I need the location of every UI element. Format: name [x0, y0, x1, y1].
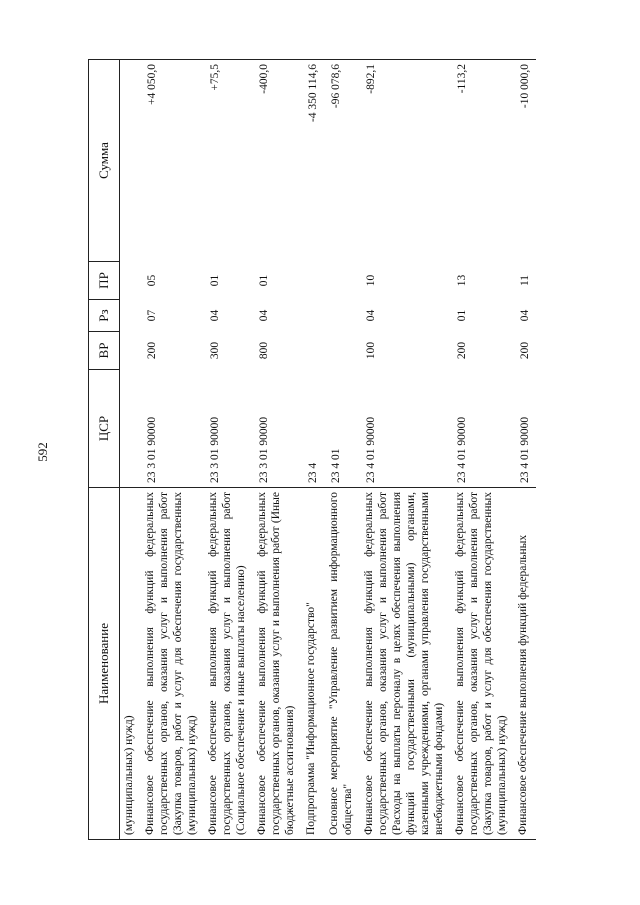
row-vr: 300 — [209, 341, 221, 360]
row-rz — [324, 300, 359, 332]
budget-table-page — [88, 60, 600, 840]
row-pr: 10 — [365, 274, 377, 287]
row-rz — [301, 300, 324, 332]
row-csr: 23 4 01 90000 — [519, 416, 531, 483]
row-vr — [301, 332, 324, 370]
row-pr — [301, 262, 324, 300]
row-name: Основное мероприятие "Управление развитием информационного общества" — [324, 488, 359, 840]
row-csr — [120, 370, 141, 488]
row-sum: -400,0 — [252, 60, 301, 262]
header-vr: ВР — [89, 332, 120, 370]
row-sum: -892,1 — [359, 60, 450, 262]
row-name: Финансовое обеспечение выполнения функций федеральных государственных органов, оказания услуг и выполнения работ (Иные бюджетные ассигнования) — [252, 488, 301, 840]
row-rz: 01 — [456, 309, 468, 322]
row-rz: 04 — [519, 309, 531, 322]
row-vr: 800 — [258, 341, 270, 360]
table-row — [120, 60, 141, 840]
row-vr: 200 — [146, 341, 158, 360]
row-sum: -4 350 114,6 — [301, 60, 324, 262]
row-pr — [324, 262, 359, 300]
table-header-row — [89, 60, 120, 840]
row-vr: 100 — [365, 341, 377, 360]
row-csr: 23 3 01 90000 — [258, 416, 270, 483]
row-pr: 11 — [519, 274, 531, 287]
row-vr — [324, 332, 359, 370]
row-name: Финансовое обеспечение выполнения функций федеральных государственных органов, оказания услуг и выполнения работ (Расходы на выплаты персоналу в целях обеспечения выполнения функций государственными (муниципальными) органами, казенными учреждениями, органами управления государственными внебюджетными фондами) — [359, 488, 450, 840]
table-row — [203, 60, 252, 840]
row-rz: 07 — [146, 309, 158, 322]
header-rz: Рз — [89, 300, 120, 332]
row-pr: 05 — [146, 274, 158, 287]
row-name: Финансовое обеспечение выполнения функций федеральных государственных органов, оказания услуг и выполнения работ (Закупка товаров, работ и услуг для обеспечения государственных (муниципальных) нужд) — [450, 488, 513, 840]
row-rz: 04 — [258, 309, 270, 322]
header-csr: ЦСР — [89, 370, 120, 488]
header-sum: Сумма — [89, 60, 120, 262]
budget-table — [88, 59, 536, 840]
row-name: Финансовое обеспечение выполнения функций федеральных — [513, 488, 536, 840]
row-csr: 23 4 01 — [330, 448, 342, 483]
row-pr: 13 — [456, 274, 468, 287]
row-vr — [120, 332, 141, 370]
table-row — [252, 60, 301, 840]
table-row — [359, 60, 450, 840]
table-row — [140, 60, 203, 840]
row-name: Подпрограмма "Информационное государство" — [301, 488, 324, 840]
row-csr: 23 4 01 90000 — [365, 416, 377, 483]
header-name: Наименование — [89, 488, 120, 840]
row-sum: -10 000,0 — [513, 60, 536, 262]
row-csr: 23 3 01 90000 — [209, 416, 221, 483]
row-rz: 04 — [365, 309, 377, 322]
row-name: Финансовое обеспечение выполнения функций федеральных государственных органов, оказания услуг и выполнения работ (Закупка товаров, работ и услуг для обеспечения государственных (муниципальных) нужд) — [140, 488, 203, 840]
row-vr: 200 — [519, 341, 531, 360]
row-name: (муниципальных) нужд) — [120, 488, 141, 840]
table-row — [513, 60, 536, 840]
row-csr: 23 4 — [307, 462, 319, 483]
row-pr: 01 — [258, 274, 270, 287]
row-vr: 200 — [456, 341, 468, 360]
row-sum: +75,5 — [203, 60, 252, 262]
row-rz — [120, 300, 141, 332]
row-sum: +4 050,0 — [140, 60, 203, 262]
page-number: 592 — [35, 442, 50, 462]
row-csr: 23 3 01 90000 — [146, 416, 158, 483]
table-row — [301, 60, 324, 840]
table-row — [324, 60, 359, 840]
row-sum — [120, 60, 141, 262]
row-rz: 04 — [209, 309, 221, 322]
row-name: Финансовое обеспечение выполнения функций федеральных государственных органов, оказания услуг и выполнения работ (Социальное обеспечение и иные выплаты населению) — [203, 488, 252, 840]
table-row — [450, 60, 513, 840]
row-pr — [120, 262, 141, 300]
row-pr: 01 — [209, 274, 221, 287]
header-pr: ПР — [89, 262, 120, 300]
row-csr: 23 4 01 90000 — [456, 416, 468, 483]
row-sum: -96 078,6 — [324, 60, 359, 262]
row-sum: -113,2 — [450, 60, 513, 262]
